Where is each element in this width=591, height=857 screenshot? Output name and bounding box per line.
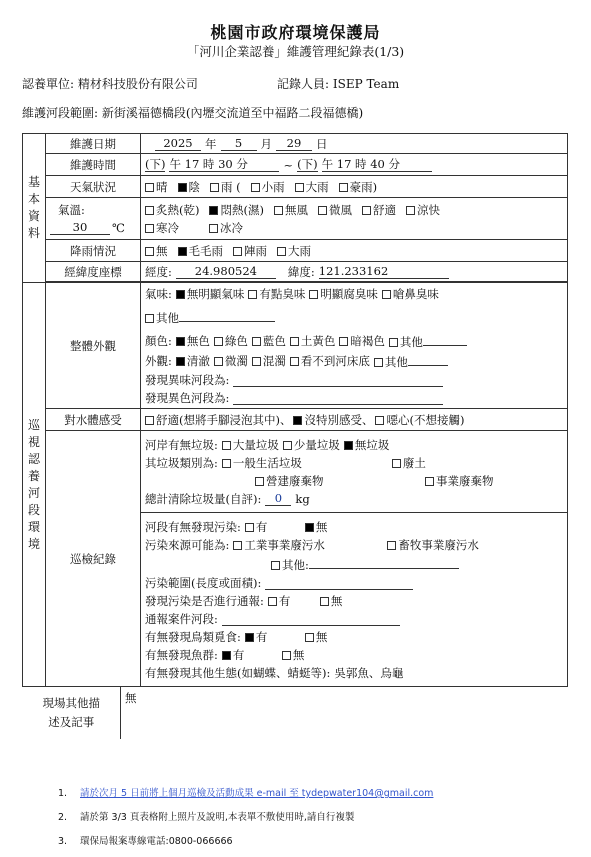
option [176,352,210,370]
month-value[interactable]: 5 [221,136,257,151]
other-field[interactable] [309,554,459,569]
option-label: 看不到河床底 [300,353,370,368]
section-char: 河 [27,485,40,500]
other-field[interactable] [408,351,448,366]
checkbox[interactable] [178,183,187,192]
lat-label: 經度: [145,264,172,279]
option-label: 有 [255,629,268,644]
checkbox[interactable] [305,523,314,532]
date-cell [141,134,568,154]
eco-value[interactable]: 吳郭魚、烏龜 [334,665,404,680]
checkbox[interactable] [145,206,154,215]
option [252,332,286,350]
scope-label: 污染範圍(長度或面積): [145,575,262,590]
option [290,332,336,350]
unit-value: 精材科技股份有限公司 [77,77,198,91]
option [210,178,241,196]
section-char: 認 [27,451,40,466]
section-char: 境 [27,536,40,551]
maintenance-range [22,104,363,121]
option-label: 無明顯氣味 [186,286,245,301]
option-label: 冰冷 [220,220,243,235]
row-date [23,134,568,154]
option [271,554,459,574]
group-label: 其垃圾類別為: [145,455,218,470]
option [305,518,345,536]
trash-options [145,436,563,454]
option [145,411,291,429]
checkbox[interactable] [176,357,185,366]
checkbox[interactable] [283,441,292,450]
checkbox[interactable] [209,224,218,233]
option-label: 無 [330,593,343,608]
group-label: 污染來源可能為: [145,537,230,552]
section-char: 環 [27,519,40,534]
option-label: 舒適(想將手腳浸泡其中)、 [156,412,292,427]
year-value[interactable]: 2025 [155,136,201,151]
option-label: 涼快 [416,202,440,217]
section-char: 基 [27,175,40,189]
option [209,201,263,219]
color-section-label: 發現異色河段為: [145,390,230,405]
row-temperature [23,198,568,240]
checkbox[interactable] [222,651,231,660]
temp-label-cell [46,198,141,240]
option-label: 豪雨) [349,179,378,194]
note-2: 2. 請於第 3/3 頁表格附上照片及說明,本表單不敷使用時,請自行複製 [58,812,355,823]
option-label: 嗆鼻臭味 [392,286,439,301]
look-options [145,351,563,371]
checkbox[interactable] [295,183,304,192]
note-3: 3. 環保局報案專線電話:0800-066666 [58,836,233,847]
option-label: 大量垃圾 [232,437,279,452]
option-label: 寒冷 [156,220,179,235]
temp-options-row2 [145,219,563,237]
option-label: 微濁 [224,353,248,368]
option-label: 陣雨 [244,243,267,258]
group-label: 河段有無發現污染: [145,519,241,534]
option [344,436,390,454]
recorder-value: ISEP Team [332,77,400,91]
checkbox[interactable] [406,206,415,215]
patrol-label: 巡檢紀錄 [46,431,141,687]
checkbox[interactable] [389,338,398,347]
checkbox[interactable] [178,247,187,256]
checkbox[interactable] [274,206,283,215]
checkbox[interactable] [233,541,242,550]
pollution-cell [141,513,568,687]
option [382,285,439,303]
option-label: 有 [232,647,245,662]
option-label: 無 [315,519,328,534]
feel-options [145,411,563,429]
group-label: 有無發現鳥類覓食: [145,629,241,644]
option [309,285,378,303]
option [145,219,179,237]
row-weather [23,176,568,198]
rain-options [145,242,563,260]
range-value: 新街溪福德橋段(內壢交流道至中福路二段福德橋) [101,106,364,120]
section-char: 料 [27,226,40,240]
option [389,331,467,351]
option [305,628,345,646]
option-label: 毛毛雨 [188,243,223,258]
option-label: 工業事業廢污水 [244,537,325,552]
checkbox[interactable] [339,337,348,346]
option [178,178,201,196]
checkbox[interactable] [214,357,223,366]
weather-label: 天氣狀況 [46,176,141,198]
adopter-unit [22,75,198,92]
option [255,472,421,490]
option [375,411,464,429]
checkbox[interactable] [374,358,383,367]
option [209,219,243,237]
footnotes [58,785,433,857]
temp-options-row1 [145,201,563,219]
option [252,352,286,370]
option [320,592,360,610]
checkbox[interactable] [277,247,286,256]
row-trash [23,431,568,513]
appearance-label: 整體外觀 [46,283,141,409]
option-label: 營建廢棄物 [266,473,324,488]
temp-value[interactable]: 30 [50,220,110,235]
group-label: 有無發現魚群: [145,647,218,662]
section-char: 本 [27,192,40,206]
option [374,351,448,371]
group-label: 發現污染是否進行通報: [145,593,264,608]
option [282,646,322,664]
option [268,592,316,610]
note-1: 1. 請於次月 5 日前將上個月巡檢及活動成果 e-mail 至 tydepwater104@gmail.com [58,788,434,799]
option [222,646,278,664]
group-label: 河岸有無垃圾: [145,437,218,452]
checkbox[interactable] [252,337,261,346]
bird-options [145,628,563,646]
rain-cell [141,240,568,262]
checkbox[interactable] [305,633,314,642]
section-basic [23,134,46,283]
option-label: 無垃圾 [354,437,390,452]
option [233,242,267,260]
source-options [145,536,563,554]
other-value[interactable]: 無 [125,691,137,705]
day-unit: 日 [316,136,328,151]
option-label: 有 [255,519,268,534]
checkbox[interactable] [290,337,299,346]
option [277,242,311,260]
option-label: 晴 [156,179,168,194]
option-label: 悶熱(濕) [220,202,264,217]
option [251,178,285,196]
option-label: 事業廢棄物 [436,473,494,488]
checkbox[interactable] [271,561,280,570]
option [176,332,210,350]
range-label: 維護河段範圍: [22,106,99,120]
odor-section-label: 發現異味河段為: [145,372,230,387]
option-label: 有 [278,593,291,608]
option [362,201,396,219]
checkbox[interactable] [145,247,154,256]
checkbox[interactable] [214,337,223,346]
feel-cell [141,409,568,431]
section-patrol [23,283,46,687]
total-label: 總計清除垃圾量(自評): [145,491,262,506]
fish-options [145,646,563,664]
checkbox[interactable] [252,357,261,366]
month-unit: 月 [260,136,272,151]
trash-types-row1 [145,454,563,472]
row-rain [23,240,568,262]
option-label: 暗褐色 [350,333,385,348]
row-time [23,154,568,176]
checkbox[interactable] [145,314,154,323]
trash-types-row2 [145,472,563,490]
option-label: 沒特別感受、 [304,412,374,427]
time-separator: ~ [283,157,294,172]
checkbox[interactable] [145,416,154,425]
checkbox[interactable] [248,290,257,299]
option-label: 無 [292,647,305,662]
checkbox[interactable] [251,183,260,192]
checkbox[interactable] [318,206,327,215]
option-label: 其他 [399,334,423,349]
note-1-link[interactable]: 請於次月 5 日前將上個月巡檢及活動成果 e-mail 至 tydepwater104@gmail.com [80,788,434,799]
option-label: 無 [156,243,168,258]
option [233,536,383,554]
option-label: 大雨 [305,179,329,194]
other-field[interactable] [179,307,275,322]
option-label: 畜牧事業廢污水 [398,537,479,552]
coords-cell [141,262,568,282]
color-section-field[interactable] [233,390,443,405]
section-char: 視 [27,434,40,449]
year-unit: 年 [205,136,217,151]
option [274,201,308,219]
section-char: 養 [27,468,40,483]
option [248,285,305,303]
group-label: 外觀: [145,353,172,368]
time-label: 維護時間 [46,154,141,176]
option-label: 土黃色 [300,333,336,348]
temp-cell [141,198,568,240]
checkbox[interactable] [293,416,302,425]
option [318,201,352,219]
rain-label: 降雨情況 [46,240,141,262]
form-subtitle: 「河川企業認養」維護管理紀錄表(1/3) [186,44,405,59]
option [245,628,301,646]
option [392,454,472,472]
checkbox[interactable] [309,290,318,299]
checkbox[interactable] [176,337,185,346]
case-label: 通報案件河段: [145,611,218,626]
option-label: 雨 ( [221,179,241,194]
option-label: 明顯腐臭味 [320,286,378,301]
checkbox[interactable] [176,290,185,299]
source-other [145,554,563,574]
option [214,352,248,370]
option [290,352,370,370]
option [283,436,340,454]
case-field[interactable] [222,611,400,626]
checkbox[interactable] [233,247,242,256]
option-label: 有點臭味 [259,286,306,301]
option [245,518,301,536]
checkbox[interactable] [344,441,353,450]
temp-label: 氣溫: [58,202,85,217]
checkbox[interactable] [375,416,384,425]
row-feel [23,409,568,431]
checkbox[interactable] [145,183,154,192]
coords-label: 經緯度座標 [46,262,141,282]
checkbox[interactable] [245,633,254,642]
option-label: 綠色 [224,333,248,348]
option [178,242,224,260]
option [406,201,440,219]
time-ampm-end[interactable]: (下) [297,157,318,171]
pollution-options [145,518,563,536]
checkbox[interactable] [392,459,401,468]
lat-value[interactable]: 24.980524 [176,264,276,279]
option [339,178,378,196]
temp-unit: ℃ [112,220,125,235]
total-unit: kg [295,491,310,506]
record-table [22,133,568,739]
recorder-label: 記錄人員: [277,77,330,91]
option [145,242,168,260]
other-label-cell [23,687,121,739]
section-char: 巡 [27,417,40,432]
checkbox[interactable] [255,477,264,486]
option-label: 其他 [156,310,179,325]
trash-cell [141,431,568,513]
option [176,285,245,303]
option-label: 混濁 [262,353,286,368]
color-options [145,331,563,351]
option [387,536,517,554]
weather-cell [141,176,568,198]
checkbox[interactable] [210,183,219,192]
option [295,178,329,196]
option-label: 大雨 [288,243,311,258]
checkbox[interactable] [290,357,299,366]
row-appearance [23,283,568,409]
option-label: 清澈 [186,353,210,368]
checkbox[interactable] [245,523,254,532]
checkbox[interactable] [282,651,291,660]
row-other-notes [23,687,568,740]
other-field[interactable] [423,331,467,346]
checkbox[interactable] [145,224,154,233]
other-label-1: 現場其他描 [42,696,100,710]
time-end[interactable]: 午 17 時 40 分 [322,157,432,172]
option-label: 小雨 [261,179,285,194]
other-label-2: 述及記事 [48,715,95,729]
option-label: 其他 [384,354,408,369]
option [339,332,385,350]
row-coordinates [23,262,568,282]
odor-section-field[interactable] [233,372,443,387]
checkbox[interactable] [209,206,218,215]
section-char: 資 [27,209,40,223]
checkbox[interactable] [362,206,371,215]
option-label: 舒適 [372,202,396,217]
checkbox[interactable] [268,597,277,606]
option [145,307,275,327]
checkbox[interactable] [222,441,231,450]
checkbox[interactable] [425,477,434,486]
option-label: 炙熱(乾) [156,202,200,217]
lon-value[interactable]: 121.233162 [319,264,449,279]
group-label: 氣味: [145,286,172,301]
checkbox[interactable] [387,541,396,550]
day-value[interactable]: 29 [276,136,312,151]
option [145,201,199,219]
option-label: 陰 [188,179,200,194]
option-label: 其他: [282,557,309,572]
weather-options [145,178,563,196]
checkbox[interactable] [382,290,391,299]
report-options [145,592,563,610]
option [222,436,279,454]
appearance-cell [141,283,568,409]
feel-label: 對水體感受 [46,409,141,431]
section-char: 段 [27,502,40,517]
option [293,411,373,429]
date-label: 維護日期 [46,134,141,154]
option-label: 噁心(不想接觸) [386,412,465,427]
time-ampm-start[interactable]: (下) [145,157,166,171]
option-label: 無色 [186,333,210,348]
checkbox[interactable] [320,597,329,606]
scope-field[interactable] [265,575,413,590]
option-label: 一般生活垃圾 [232,455,302,470]
total-value[interactable]: 0 [265,491,291,506]
option [145,178,168,196]
smell-options [145,285,563,327]
unit-label: 認養單位: [22,77,75,91]
recorder [277,75,399,92]
checkbox[interactable] [222,459,231,468]
option-label: 無 [315,629,328,644]
group-label: 顏色: [145,333,172,348]
option [425,472,525,490]
time-cell [141,154,568,176]
option-label: 少量垃圾 [293,437,340,452]
option [214,332,248,350]
option [222,454,388,472]
checkbox[interactable] [339,183,348,192]
option-label: 藍色 [262,333,286,348]
eco-label: 有無發現其他生態(如蝴蝶、蜻蜓等): [145,665,331,680]
time-start[interactable]: 午 17 時 30 分 [169,157,279,172]
option-label: 廢土 [402,455,426,470]
option-label: 無風 [284,202,308,217]
option-label: 微風 [328,202,352,217]
lon-label: 緯度: [287,264,315,279]
page-title: 桃園市政府環境保護局 [210,23,381,42]
